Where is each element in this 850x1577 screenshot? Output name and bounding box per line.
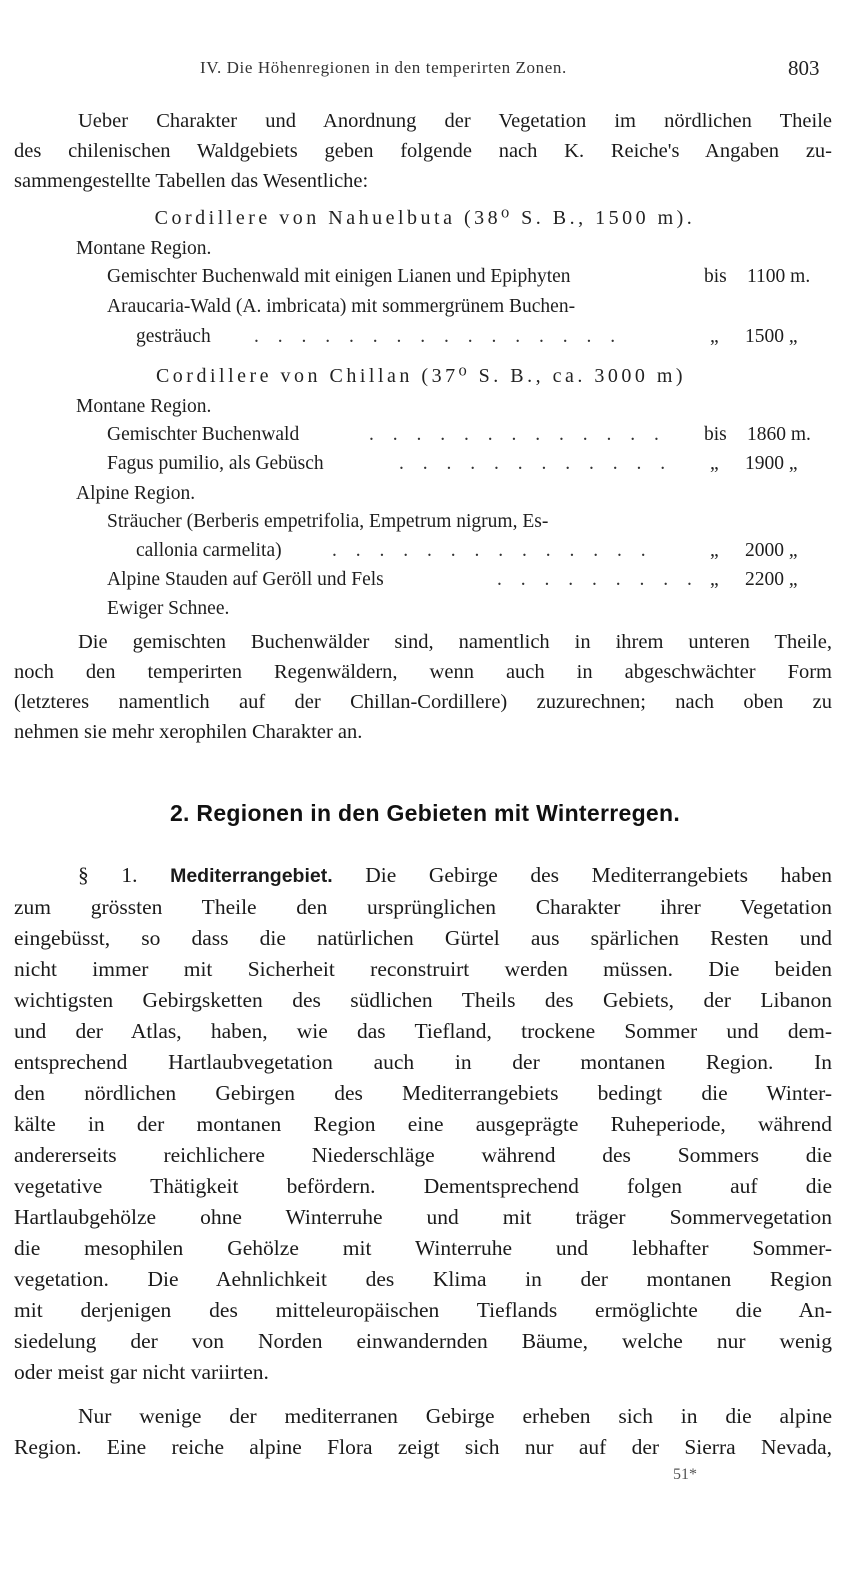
table2-row-4 <box>107 569 837 597</box>
mediterranean-line-9: kälte in der montanen Region eine ausgeprägte Ruheperiode, während <box>14 1112 832 1136</box>
page-number: 803 <box>788 56 820 80</box>
mediterranean-line-7: entsprechend Hartlaubvegetation auch in der montanen Region. In <box>14 1050 832 1074</box>
mediterranean-line-1-rest: Die Gebirge des Mediterrangebiets haben <box>365 863 832 887</box>
table2-row3-value: 2000 „ <box>745 540 798 561</box>
running-head <box>0 58 850 86</box>
table2-row4-dots: . . . . . . . . . <box>497 569 699 590</box>
table2-row-1 <box>107 424 837 452</box>
final-line-2: Region. Eine reiche alpine Flora zeigt sich nur auf der Sierra Nevada, <box>14 1435 832 1459</box>
table2-row3-prefix: „ <box>710 540 719 561</box>
mediterranean-line-13: die mesophilen Gehölze mit Winterruhe und lebhafter Sommer- <box>14 1236 832 1260</box>
mediterranean-line-17: oder meist gar nicht variirten. <box>14 1360 269 1384</box>
table-commentary-paragraph <box>14 627 832 747</box>
table2-row1-dots: . . . . . . . . . . . . . <box>369 424 666 445</box>
mediterranean-line-15: mit derjenigen des mitteleuropäischen Tieflands ermöglichte die An- <box>14 1298 832 1322</box>
intro-paragraph <box>14 106 832 196</box>
mediterranean-line-11: vegetative Thätigkeit befördern. Dementsprechend folgen auf die <box>14 1174 832 1198</box>
table1-row2-prefix: „ <box>710 326 719 347</box>
mediterranean-line-3: eingebüsst, so dass die natürlichen Gürtel aus spärlichen Resten und <box>14 926 832 950</box>
mediterranean-line-6: und der Atlas, haben, wie das Tiefland, trockene Sommer und dem- <box>14 1019 832 1043</box>
table2-row1-value: 1860 m. <box>747 424 811 445</box>
table2-row1-prefix: bis <box>704 424 727 445</box>
commentary-line-1: Die gemischten Buchenwälder sind, namentlich in ihrem unteren Theile, <box>78 631 832 653</box>
commentary-line-3: (letzteres namentlich auf der Chillan-Cordillere) zuzurechnen; nach oben zu <box>14 691 832 713</box>
table1-row2-line1: Araucaria-Wald (A. imbricata) mit sommergrünem Buchen- <box>107 296 576 317</box>
table1-row-2 <box>136 326 836 354</box>
final-line-1: Nur wenige der mediterranen Gebirge erheben sich in die alpine <box>78 1404 832 1428</box>
table2-row2-value: 1900 „ <box>745 453 798 474</box>
intro-line-3: sammengestellte Tabellen das Wesentliche: <box>14 170 369 192</box>
table1-row1-text: Gemischter Buchenwald mit einigen Lianen und Epiphyten <box>107 266 571 287</box>
mediterranean-subheading: Mediterrangebiet. <box>170 865 333 887</box>
table2-region-montane: Montane Region. <box>76 396 212 417</box>
table2-row2-dots: . . . . . . . . . . . . <box>399 453 673 474</box>
table1-row-1 <box>107 266 837 294</box>
mediterranean-line-8: den nördlichen Gebirgen des Mediterrangebiets bedingt die Winter- <box>14 1081 832 1105</box>
table2-row1-text: Gemischter Buchenwald <box>107 424 300 445</box>
mediterranean-line-14: vegetation. Die Aehnlichkeit des Klima in der montanen Region <box>14 1267 832 1291</box>
table1-heading: Cordillere von Nahuelbuta (38⁰ S. B., 1500 m). <box>154 207 696 229</box>
table2-row4-value: 2200 „ <box>745 569 798 590</box>
commentary-line-2: noch den temperirten Regenwäldern, wenn auch in abgeschwächter Form <box>14 661 832 683</box>
mediterranean-line-12: Hartlaubgehölze ohne Winterruhe und mit träger Sommervegetation <box>14 1205 832 1229</box>
table1-row1-value: 1100 m. <box>747 266 811 287</box>
signature-mark: 51* <box>673 1466 697 1483</box>
table1-row2-text: gesträuch <box>136 326 211 347</box>
table2-row-2 <box>107 453 837 481</box>
table2-row2-prefix: „ <box>710 453 719 474</box>
section-heading: 2. Regionen in den Gebieten mit Winterregen. <box>169 800 681 826</box>
mediterranean-line-16: siedelung der von Norden einwandernden Bäume, welche nur wenig <box>14 1329 832 1353</box>
table2-region-alpine: Alpine Region. <box>76 483 196 504</box>
table2-row-5: Ewiger Schnee. <box>107 598 230 619</box>
mediterranean-line-2: zum grössten Theile den ursprünglichen Charakter ihrer Vegetation <box>14 895 832 919</box>
mediterranean-line-1 <box>14 860 832 892</box>
running-title: IV. Die Höhenregionen in den temperirten Zonen. <box>200 58 567 77</box>
mediterranean-line-4: nicht immer mit Sicherheit reconstruirt werden müssen. Die beiden <box>14 957 832 981</box>
intro-line-2: des chilenischen Waldgebiets geben folgende nach K. Reiche's Angaben zu- <box>14 140 832 162</box>
final-paragraph <box>14 1401 832 1463</box>
intro-line-1: Ueber Charakter und Anordnung der Vegetation im nördlichen Theile <box>78 110 832 132</box>
table1-row2-dots: . . . . . . . . . . . . . . . . <box>254 326 623 347</box>
table2-row-3 <box>136 540 836 568</box>
table1-row2-value: 1500 „ <box>745 326 798 347</box>
section-marker: § 1. <box>78 863 138 887</box>
mediterranean-paragraph <box>14 860 832 1388</box>
mediterranean-line-5: wichtigsten Gebirgsketten des südlichen Theils des Gebiets, der Libanon <box>14 988 832 1012</box>
table1-row1-prefix: bis <box>704 266 727 287</box>
table2-row3-line1: Sträucher (Berberis empetrifolia, Empetrum nigrum, Es- <box>107 511 549 532</box>
mediterranean-line-10: andererseits reichlichere Niederschläge während des Sommers die <box>14 1143 832 1167</box>
table2-heading: Cordillere von Chillan (37⁰ S. B., ca. 3000 m) <box>155 365 687 387</box>
table2-row4-prefix: „ <box>710 569 719 590</box>
table2-row3-dots: . . . . . . . . . . . . . . <box>332 540 653 561</box>
commentary-line-4: nehmen sie mehr xerophilen Charakter an. <box>14 721 363 743</box>
table1-region-montane: Montane Region. <box>76 238 212 259</box>
table2-row3-text: callonia carmelita) <box>136 540 282 561</box>
table2-row2-text: Fagus pumilio, als Gebüsch <box>107 453 324 474</box>
table2-row4-text: Alpine Stauden auf Geröll und Fels <box>107 569 384 590</box>
